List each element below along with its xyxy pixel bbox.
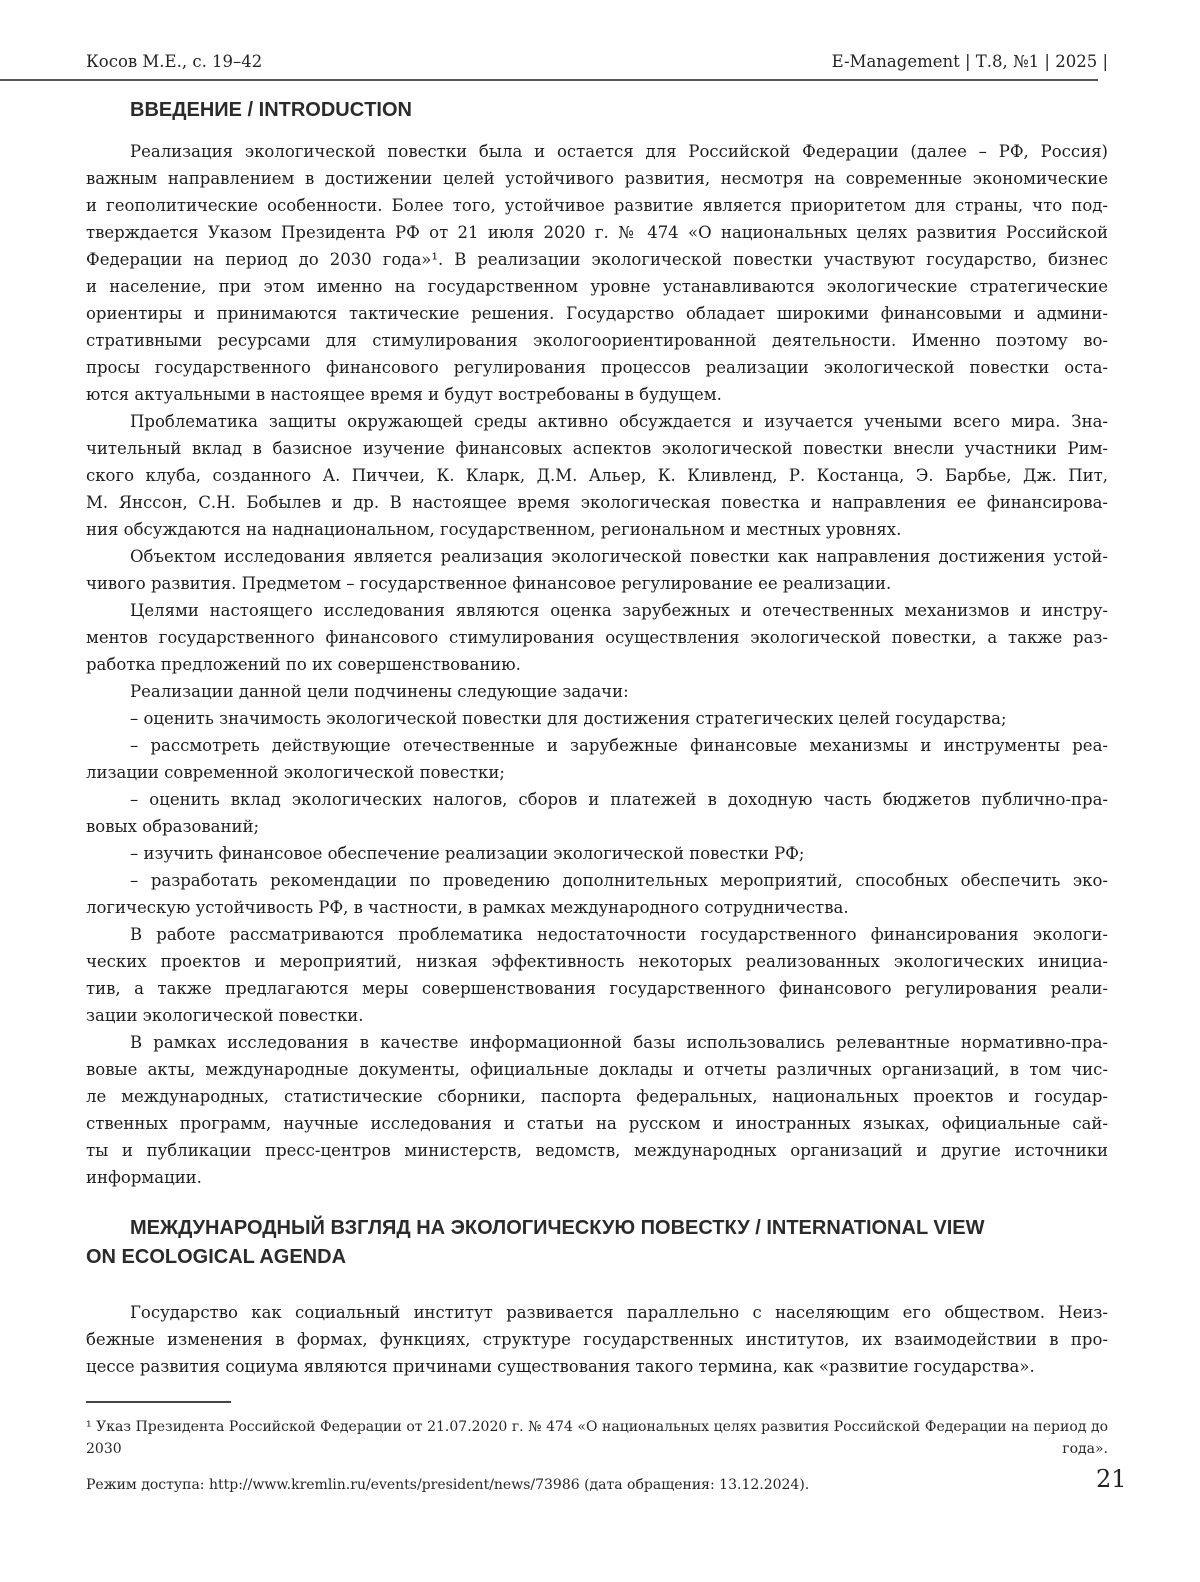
text-line: стративными ресурсами для стимулирования экологоориентированной деятельности. Именно поэтому во-	[86, 331, 1108, 350]
text-line: – оценить вклад экологических налогов, сборов и платежей в доходную часть бюджетов публично-пра-	[130, 790, 1108, 809]
text-line: ты и публикации пресс-центров министерств, ведомств, международных организаций и другие источники	[86, 1141, 1108, 1160]
text-line: тив, а также предлагаются меры совершенствования государственного финансового регулирования реали-	[86, 979, 1108, 998]
paragraph	[86, 678, 1108, 705]
text-line: – разработать рекомендации по проведению дополнительных мероприятий, способных обеспечить эко-	[130, 871, 1108, 890]
running-header	[86, 51, 1108, 73]
text-line: М. Янссон, С.Н. Бобылев и др. В настоящее время экологическая повестка и направления ее финансирова-	[86, 493, 1108, 512]
text-line: ориентиры и принимаются тактические решения. Государство обладает широкими финансовыми и админи-	[86, 304, 1108, 323]
header-journal-info: E-Management | Т.8, №1 | 2025 |	[831, 52, 1108, 71]
page-number: 21	[1096, 1465, 1127, 1493]
paragraph	[86, 921, 1108, 1029]
article-content	[86, 99, 1108, 1496]
text-line: – рассмотреть действующие отечественные и зарубежные финансовые механизмы и инструменты реа-	[130, 736, 1108, 755]
heading-line: ON ECOLOGICAL AGENDA	[86, 1246, 347, 1268]
footnote-separator-rule	[86, 1401, 231, 1403]
text-line: цессе развития социума являются причинами существования такого термина, как «развитие государства».	[86, 1357, 1035, 1376]
paragraph	[86, 138, 1108, 408]
text-line: вовые акты, международные документы, официальные доклады и отчеты различных организаций, в том чис-	[86, 1060, 1108, 1079]
text-line: Реализация экологической повестки была и остается для Российской Федерации (далее – РФ, Россия)	[130, 142, 1108, 161]
text-line: ственных программ, научные исследования и статьи на русском и иностранных языках, официальные сай-	[86, 1114, 1108, 1133]
introduction-body-text	[86, 138, 1108, 1191]
header-rule	[0, 79, 1098, 81]
text-line: ния обсуждаются на наднациональном, государственном, региональном и местных уровнях.	[86, 520, 902, 539]
text-line: Проблематика защиты окружающей среды активно обсуждается и изучается учеными всего мира. Зна-	[130, 412, 1108, 431]
paragraph	[86, 1299, 1108, 1380]
text-line: тверждается Указом Президента РФ от 21 июля 2020 г. № 474 «О национальных целях развития Российской	[86, 223, 1108, 242]
paragraph	[86, 732, 1108, 786]
footnote	[86, 1416, 1108, 1496]
text-line: Реализации данной цели подчинены следующие задачи:	[130, 682, 629, 701]
text-line: работка предложений по их совершенствованию.	[86, 655, 521, 674]
paragraph	[86, 840, 1108, 867]
header-author-pages: Косов М.Е., с. 19–42	[86, 52, 263, 71]
text-line: чивого развития. Предметом – государственное финансовое регулирование ее реализации.	[86, 574, 892, 593]
text-line: логическую устойчивость РФ, в частности, в рамках международного сотрудничества.	[86, 898, 849, 917]
paragraph	[86, 543, 1108, 597]
footnote-line: ¹ Указ Президента Российской Федерации от 21.07.2020 г. № 474 «О национальных целях развития Российской Федерации на период до 2030 года».	[86, 1419, 1108, 1457]
paragraph	[86, 408, 1108, 543]
text-line: ческих проектов и мероприятий, низкая эффективность некоторых реализованных экологических инициа-	[86, 952, 1108, 971]
text-line: и население, при этом именно на государственном уровне устанавливаются экологические стратегические	[86, 277, 1108, 296]
text-line: ментов государственного финансового стимулирования осуществления экологической повестки, а также раз-	[86, 628, 1108, 647]
text-line: В рамках исследования в качестве информационной базы использовались релевантные нормативно-пра-	[130, 1033, 1108, 1052]
text-line: ле международных, статистические сборники, паспорта федеральных, национальных проектов и государ-	[86, 1087, 1108, 1106]
text-line: чительный вклад в базисное изучение финансовых аспектов экологической повестки внесли участники Рим-	[86, 439, 1108, 458]
text-line: ются актуальными в настоящее время и будут востребованы в будущем.	[86, 385, 722, 404]
section-heading-introduction: ВВЕДЕНИЕ / INTRODUCTION	[130, 99, 412, 121]
text-line: информации.	[86, 1168, 202, 1187]
paragraph	[86, 1029, 1108, 1191]
text-line: бежные изменения в формах, функциях, структуре государственных институтов, их взаимодействии в про-	[86, 1330, 1108, 1349]
text-line: ского клуба, созданного А. Пиччеи, К. Кларк, Д.М. Альер, К. Кливленд, Р. Костанца, Э. Барбье, Дж. Пит,	[86, 466, 1108, 485]
text-line: Федерации на период до 2030 года»¹. В реализации экологической повестки участвуют государство, бизнес	[86, 250, 1108, 269]
text-line: вовых образований;	[86, 817, 260, 836]
footnote-line: Режим доступа: http://www.kremlin.ru/events/president/news/73986 (дата обращения: 13.12.2024).	[86, 1477, 810, 1493]
text-line: важным направлением в достижении целей устойчивого развития, несмотря на современные экономические	[86, 169, 1108, 188]
text-line: В работе рассматриваются проблематика недостаточности государственного финансирования экологи-	[130, 925, 1108, 944]
text-line: и геополитические особенности. Более того, устойчивое развитие является приоритетом для страны, что под-	[86, 196, 1108, 215]
paragraph	[86, 705, 1108, 732]
paragraph	[86, 867, 1108, 921]
paragraph	[86, 786, 1108, 840]
text-line: лизации современной экологической повестки;	[86, 763, 505, 782]
text-line: зации экологической повестки.	[86, 1006, 364, 1025]
text-line: – изучить финансовое обеспечение реализации экологической повестки РФ;	[130, 844, 805, 863]
text-line: Объектом исследования является реализация экологической повестки как направления достижения устой-	[130, 547, 1108, 566]
heading-line: МЕЖДУНАРОДНЫЙ ВЗГЛЯД НА ЭКОЛОГИЧЕСКУЮ ПОВЕСТКУ / INTERNATIONAL VIEW	[130, 1217, 985, 1239]
text-line: Целями настоящего исследования являются оценка зарубежных и отечественных механизмов и инстру-	[130, 601, 1108, 620]
section-heading-international	[86, 1214, 1108, 1272]
text-line: Государство как социальный институт развивается параллельно с населяющим его обществом. Неиз-	[130, 1303, 1108, 1322]
text-line: просы государственного финансового регулирования процессов реализации экологической повестки оста-	[86, 358, 1108, 377]
text-line: – оценить значимость экологической повестки для достижения стратегических целей государства;	[130, 709, 1007, 728]
international-body-text	[86, 1299, 1108, 1380]
paragraph	[86, 597, 1108, 678]
